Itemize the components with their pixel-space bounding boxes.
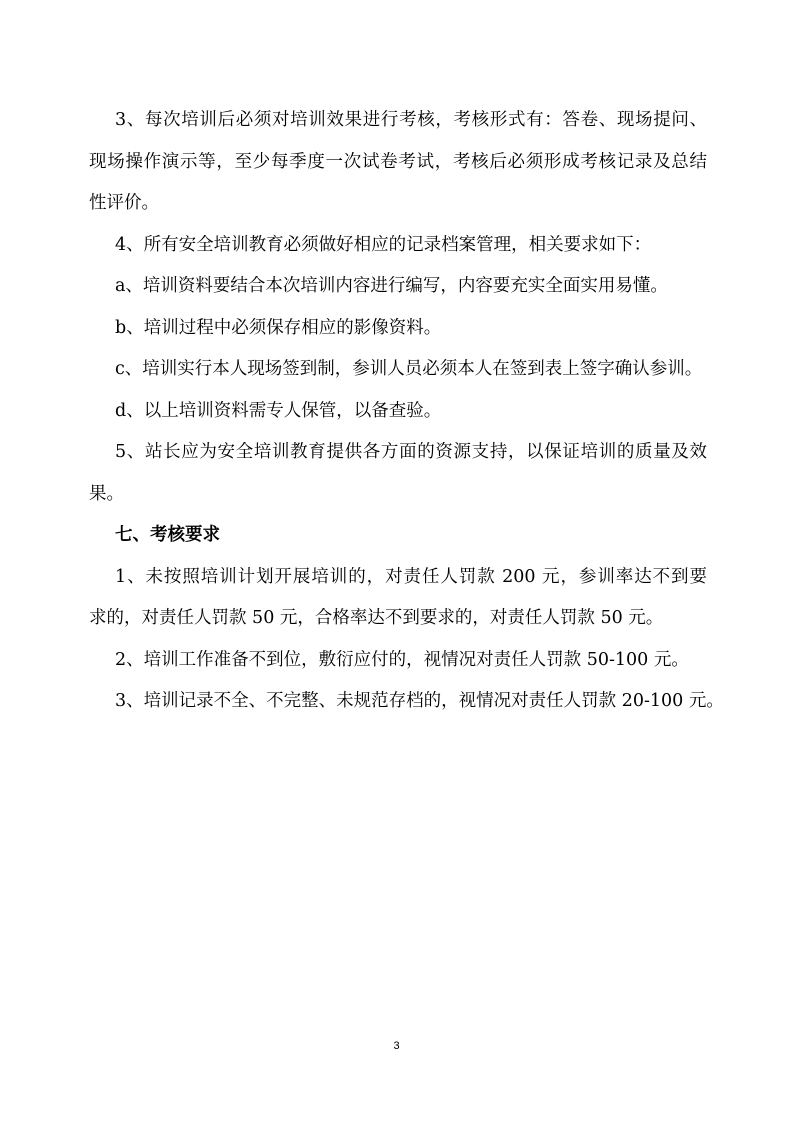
page-number: 3 bbox=[393, 1040, 400, 1052]
paragraph-assessment-form bbox=[89, 100, 707, 225]
text-line: 1、未按照培训计划开展培训的，对责任人罚款 200 元，参训率达不到要 bbox=[115, 566, 707, 587]
paragraph-penalty-1 bbox=[89, 557, 707, 640]
paragraph-records-management: 4、所有安全培训教育必须做好相应的记录档案管理，相关要求如下： bbox=[115, 234, 652, 255]
paragraph-item-c: c、培训实行本人现场签到制，参训人员必须本人在签到表上签字确认参训。 bbox=[115, 359, 703, 379]
section-heading: 七、考核要求 bbox=[115, 525, 220, 545]
paragraph-penalty-2: 2、培训工作准备不到位，敷衍应付的，视情况对责任人罚款 50-100 元。 bbox=[115, 649, 689, 670]
text-line: 3、每次培训后必须对培训效果进行考核，考核形式有：答卷、现场提问、 bbox=[115, 110, 707, 130]
paragraph-item-d: d、以上培训资料需专人保管，以备查验。 bbox=[115, 400, 442, 421]
text-line: 现场操作演示等，至少每季度一次试卷考试，考核后必须形成考核记录及总结 bbox=[89, 151, 707, 172]
text-line: 果。 bbox=[89, 483, 124, 504]
paragraph-item-a: a、培训资料要结合本次培训内容进行编写，内容要充实全面实用易懂。 bbox=[115, 276, 668, 296]
paragraph-penalty-3: 3、培训记录不全、不完整、未规范存档的，视情况对责任人罚款 20-100 元。 bbox=[115, 691, 724, 711]
text-line: 5、站长应为安全培训教育提供各方面的资源支持，以保证培训的质量及效 bbox=[115, 442, 707, 462]
text-line: 求的，对责任人罚款 50 元，合格率达不到要求的，对责任人罚款 50 元。 bbox=[89, 608, 664, 628]
document-body bbox=[89, 100, 724, 723]
paragraph-item-b: b、培训过程中必须保存相应的影像资料。 bbox=[115, 317, 442, 338]
text-line: 性评价。 bbox=[89, 193, 159, 213]
paragraph-resource-support bbox=[89, 432, 707, 515]
